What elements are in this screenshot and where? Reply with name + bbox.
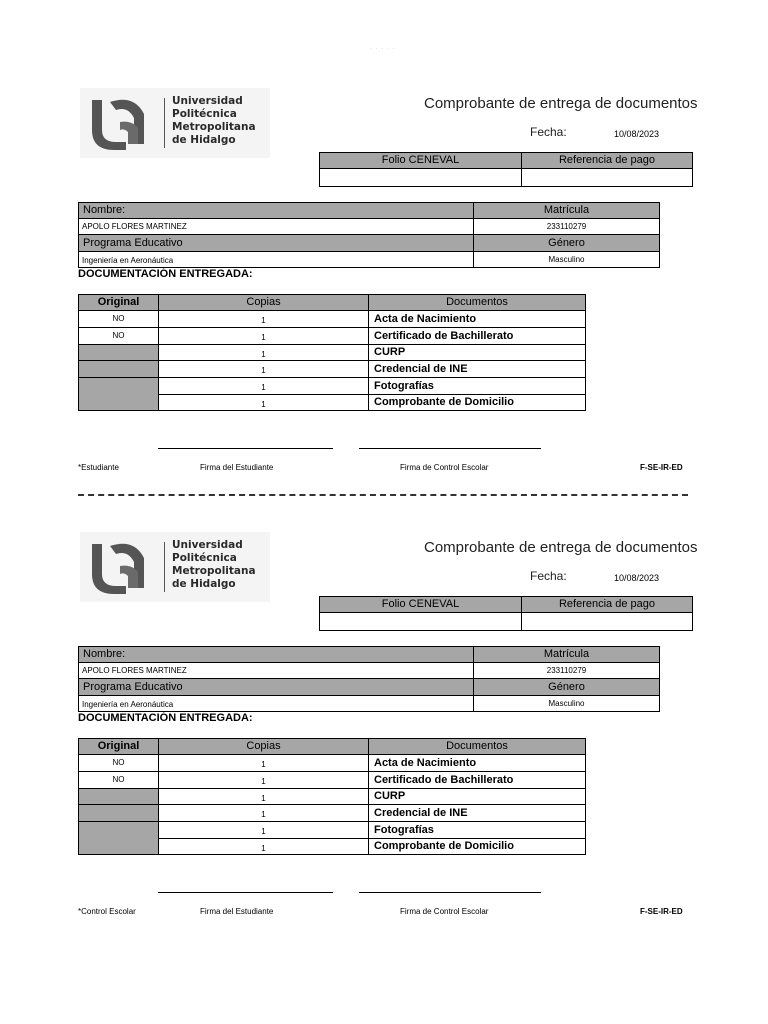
documents-header: Documentos	[368, 294, 586, 311]
original-header: Original	[78, 738, 159, 755]
program-label: Programa Educativo	[78, 678, 474, 696]
date-value: 10/08/2023	[614, 573, 660, 583]
document-name: CURP	[368, 344, 586, 361]
original-cell: NO	[78, 310, 159, 328]
document-name: Credencial de INE	[368, 360, 586, 378]
university-name: Universidad Politécnica Metropolitana de Hidalgo	[172, 95, 256, 146]
payment-reference-header: Referencia de pago	[521, 596, 693, 613]
copies-cell: 1	[158, 310, 369, 328]
university-name: Universidad Politécnica Metropolitana de Hidalgo	[172, 539, 256, 590]
original-header: Original	[78, 294, 159, 311]
gender-label: Género	[473, 234, 660, 252]
copies-cell: 1	[158, 360, 369, 378]
student-matricula: 233110279	[473, 218, 660, 235]
docs-heading: DOCUMENTACIÓN ENTREGADA:	[78, 712, 253, 724]
school-signature-label: Firma de Control Escolar	[400, 907, 489, 916]
date-value: 10/08/2023	[614, 129, 660, 139]
copies-cell: 1	[158, 327, 369, 345]
document-title: Comprobante de entrega de documentos	[424, 539, 698, 556]
copies-cell: 1	[158, 838, 369, 855]
folio-ceneval-value	[319, 168, 522, 187]
student-name: APOLO FLORES MARTINEZ	[78, 662, 474, 679]
original-cell	[78, 360, 159, 378]
student-signature-label: Firma del Estudiante	[200, 463, 274, 472]
program-value: Ingeniería en Aeronáutica	[78, 695, 474, 712]
copies-cell: 1	[158, 754, 369, 772]
form-code: F-SE-IR-ED	[640, 907, 683, 916]
docs-heading: DOCUMENTACIÓN ENTREGADA:	[78, 268, 253, 280]
receipt-copy-control-escolar	[0, 444, 768, 916]
gender-value: Masculino	[473, 695, 660, 712]
student-matricula: 233110279	[473, 662, 660, 679]
payment-reference-header: Referencia de pago	[521, 152, 693, 169]
copies-header: Copias	[158, 294, 369, 311]
original-cell: NO	[78, 327, 159, 345]
original-cell-merged	[78, 377, 159, 411]
copies-cell: 1	[158, 821, 369, 839]
document-name: Fotografías	[368, 821, 586, 839]
original-cell: NO	[78, 754, 159, 772]
matricula-label: Matrícula	[473, 646, 660, 663]
university-logo	[80, 88, 270, 158]
copies-cell: 1	[158, 804, 369, 822]
copies-cell: 1	[158, 771, 369, 789]
top-dots: · · · · ·	[370, 46, 396, 52]
document-name: Comprobante de Domicilio	[368, 394, 586, 411]
documents-header: Documentos	[368, 738, 586, 755]
school-signature-line	[359, 892, 541, 893]
document-name: Certificado de Bachillerato	[368, 327, 586, 345]
document-name: Credencial de INE	[368, 804, 586, 822]
matricula-label: Matrícula	[473, 202, 660, 219]
document-name: Fotografías	[368, 377, 586, 395]
name-label: Nombre:	[78, 202, 474, 219]
folio-ceneval-header: Folio CENEVAL	[319, 152, 522, 169]
program-value: Ingeniería en Aeronáutica	[78, 251, 474, 268]
document-name: Comprobante de Domicilio	[368, 838, 586, 855]
upmh-logo-icon	[86, 536, 168, 598]
student-signature-label: Firma del Estudiante	[200, 907, 274, 916]
document-name: Certificado de Bachillerato	[368, 771, 586, 789]
original-cell: NO	[78, 771, 159, 789]
folio-ceneval-value	[319, 612, 522, 631]
upmh-logo-icon	[86, 92, 168, 154]
program-label: Programa Educativo	[78, 234, 474, 252]
date-label: Fecha:	[530, 125, 567, 139]
name-label: Nombre:	[78, 646, 474, 663]
copies-header: Copias	[158, 738, 369, 755]
gender-label: Género	[473, 678, 660, 696]
original-cell	[78, 788, 159, 805]
form-code: F-SE-IR-ED	[640, 463, 683, 472]
document-title: Comprobante de entrega de documentos	[424, 95, 698, 112]
date-label: Fecha:	[530, 569, 567, 583]
document-name: CURP	[368, 788, 586, 805]
university-logo	[80, 532, 270, 602]
original-cell	[78, 344, 159, 361]
receipt-copy-student	[0, 0, 768, 472]
student-signature-line	[158, 892, 333, 893]
document-name: Acta de Nacimiento	[368, 754, 586, 772]
original-cell	[78, 804, 159, 822]
original-cell-merged	[78, 821, 159, 855]
payment-reference-value	[521, 168, 693, 187]
copies-cell: 1	[158, 394, 369, 411]
folio-ceneval-header: Folio CENEVAL	[319, 596, 522, 613]
copies-cell: 1	[158, 788, 369, 805]
copy-recipient: *Control Escolar	[78, 907, 136, 916]
copies-cell: 1	[158, 377, 369, 395]
copy-recipient: *Estudiante	[78, 463, 119, 472]
payment-reference-value	[521, 612, 693, 631]
copies-cell: 1	[158, 344, 369, 361]
document-name: Acta de Nacimiento	[368, 310, 586, 328]
gender-value: Masculino	[473, 251, 660, 268]
student-name: APOLO FLORES MARTINEZ	[78, 218, 474, 235]
school-signature-label: Firma de Control Escolar	[400, 463, 489, 472]
